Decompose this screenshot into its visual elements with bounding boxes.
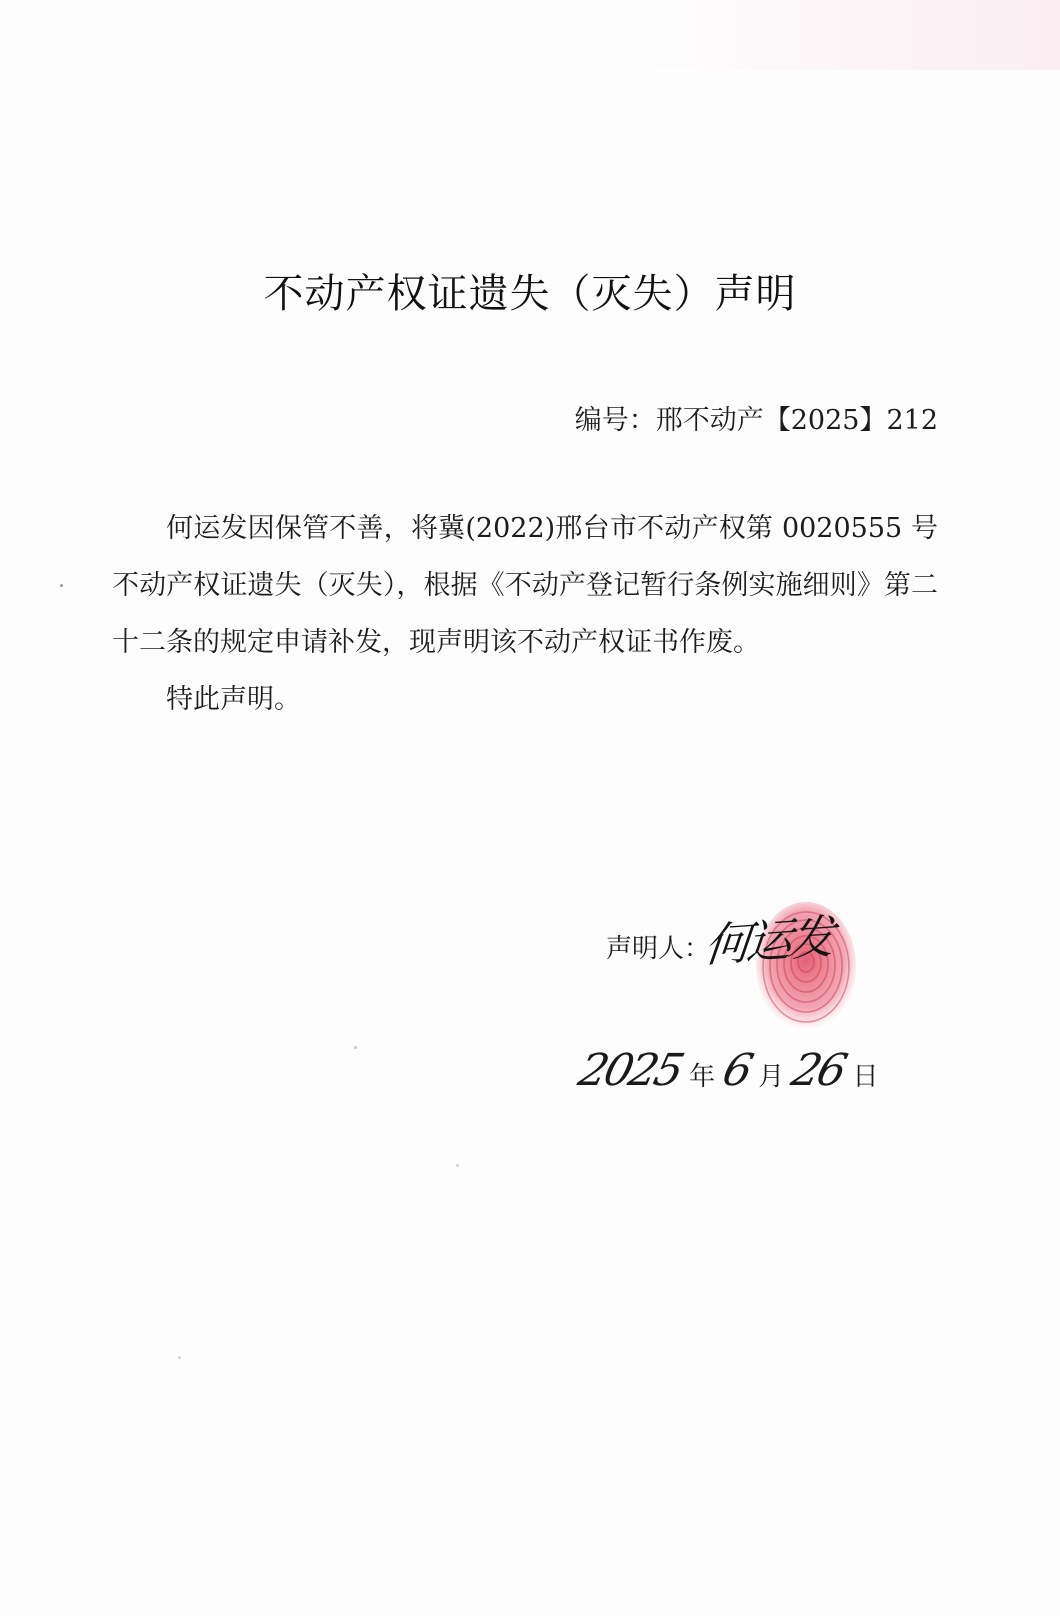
scan-speck xyxy=(60,584,63,587)
date-day-unit: 日 xyxy=(852,1062,879,1092)
declaration-paragraph: 何运发因保管不善，将冀(2022)邢台市不动产权第 0020555 号不动产权证遗失（灭失），根据《不动产登记暂行条例实施细则》第二十二条的规定申请补发，现声明该不动产权证书作废。 xyxy=(112,513,938,658)
date-year: 2025 xyxy=(573,1045,687,1096)
scan-speck xyxy=(354,1046,357,1049)
scan-tint xyxy=(640,0,1060,70)
date-month: 6 xyxy=(717,1045,756,1096)
document-number: 编号：邢不动产【2025】212 xyxy=(574,405,938,436)
declarant-label: 声明人： xyxy=(606,934,711,964)
scan-speck xyxy=(178,1356,181,1359)
declaration-body xyxy=(112,500,938,728)
date-month-unit: 月 xyxy=(758,1062,785,1092)
date-day: 26 xyxy=(787,1045,850,1096)
date-year-unit: 年 xyxy=(689,1062,716,1092)
signing-date xyxy=(573,1045,883,1096)
page-title: 不动产权证遗失（灭失）声明 xyxy=(263,271,797,317)
closing-paragraph: 特此声明。 xyxy=(166,684,301,715)
handwritten-signature: 何运发 xyxy=(701,909,834,973)
scan-speck xyxy=(456,1164,459,1167)
